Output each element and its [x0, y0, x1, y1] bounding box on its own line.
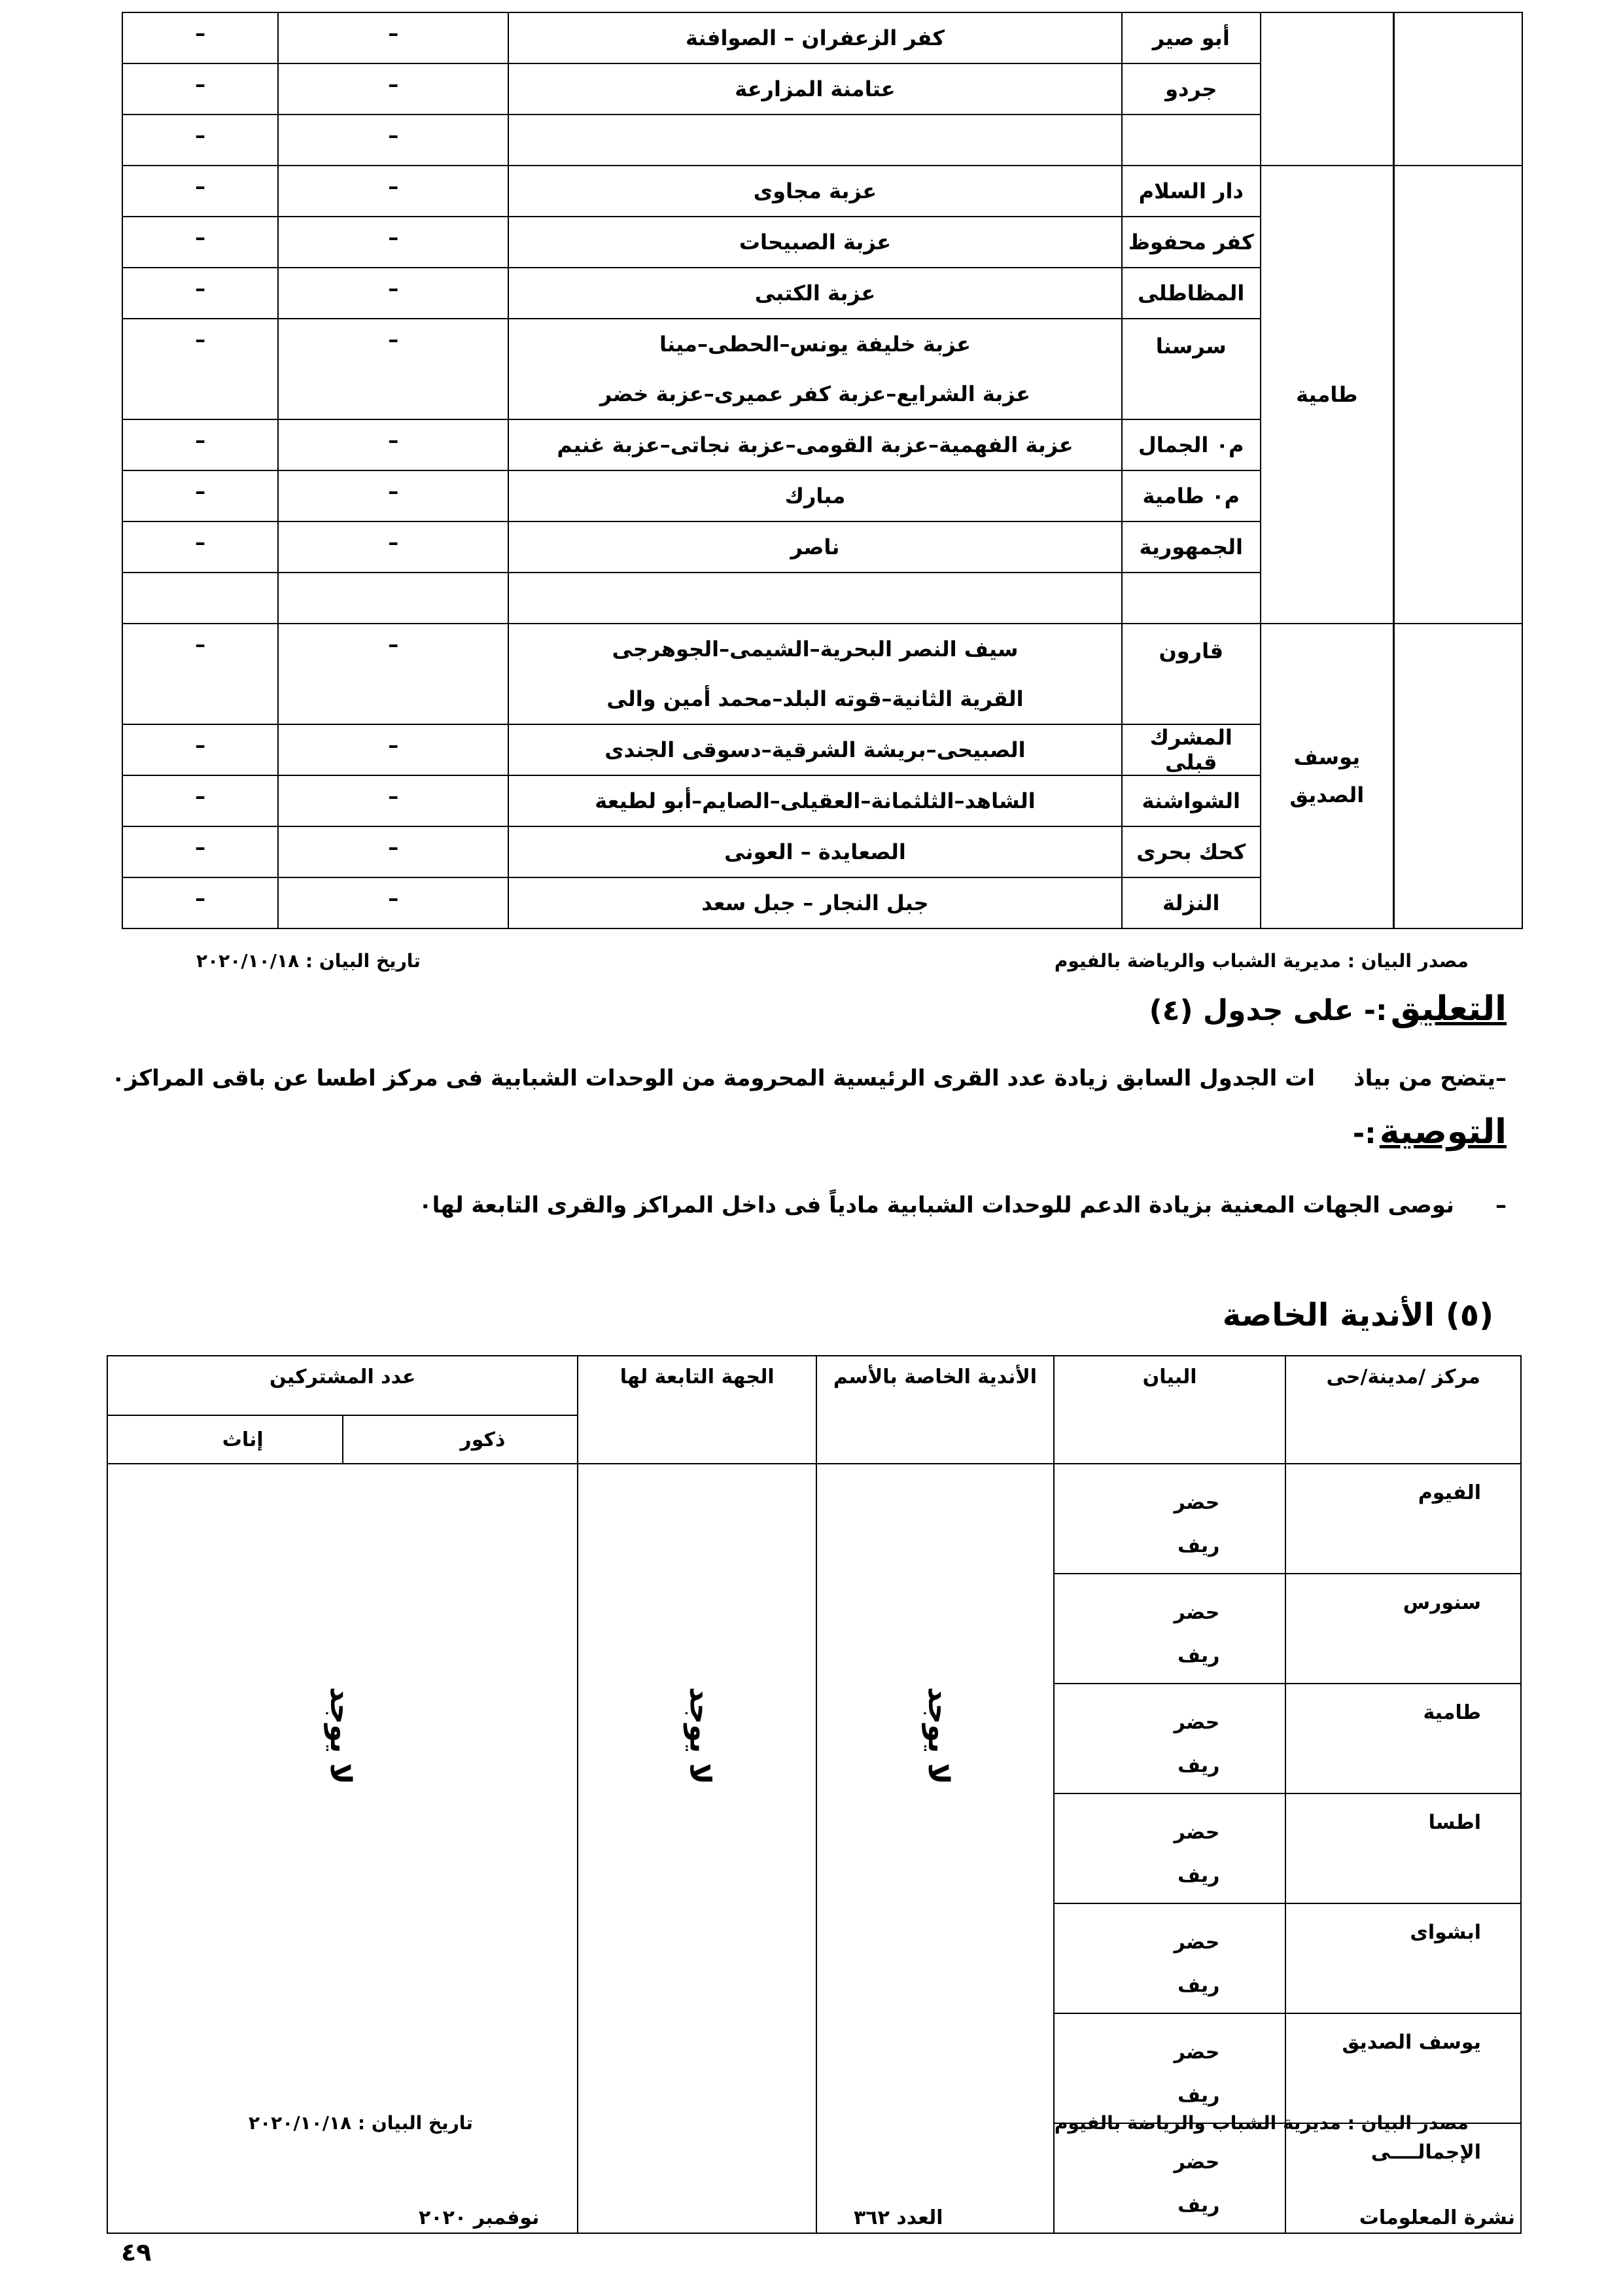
village-line: جبل النجار – جبل سعد — [701, 891, 929, 915]
count-cell — [122, 573, 278, 624]
count-cell: – — [278, 877, 508, 928]
count-cell: – — [278, 217, 508, 268]
center-cell: يوسف الصديق — [1261, 624, 1393, 928]
villages-cell — [508, 419, 1121, 470]
statement-cell — [1054, 1464, 1286, 1574]
villages-table — [122, 12, 1523, 929]
private-clubs-table — [107, 1355, 1522, 2234]
comment-heading-label: التعليق — [1390, 989, 1507, 1029]
comment-heading — [1149, 989, 1507, 1029]
village-line: عتامنة المزارعة — [735, 77, 896, 101]
center-cell: يوسف الصديق — [1285, 2013, 1521, 2123]
count-cell: – — [278, 319, 508, 419]
count-cell: – — [122, 470, 278, 521]
comment-text: –يتضح من بياذ ات الجدول السابق زيادة عدد القرى الرئيسية المحرومة من الوحدات الشبابية فى مركز اطسا عن باقى المراكز٠ — [111, 1065, 1507, 1091]
village-line: كفر الزعفران – الصوافنة — [686, 26, 945, 50]
village-line: عزبة الشرايع–عزبة كفر عميرى–عزبة خضر — [599, 381, 1030, 406]
count-cell: – — [122, 12, 278, 63]
place-cell: المشرك قبلى — [1122, 724, 1261, 775]
rural-label: ريف — [1178, 1754, 1220, 1777]
statement-cell — [1054, 1574, 1286, 1684]
body-none-cell — [578, 1464, 816, 2233]
center-cell: الإجمالــــى — [1285, 2123, 1521, 2233]
center-cell: سنورس — [1285, 1574, 1521, 1684]
villages-cell — [508, 12, 1121, 63]
count-cell: – — [122, 521, 278, 573]
footer-issue: العدد ٣٦٢ — [854, 2206, 943, 2229]
recommendation-heading — [1353, 1112, 1507, 1152]
recommendation-heading-tail: :- — [1352, 1117, 1376, 1150]
footer-month: نوفمبر ٢٠٢٠ — [419, 2206, 540, 2229]
villages-cell — [508, 470, 1121, 521]
spacer-cell — [1393, 624, 1522, 928]
page-number: ٤٩ — [121, 2238, 152, 2267]
table-row — [122, 624, 1522, 724]
villages-cell — [508, 775, 1121, 826]
rural-label: ريف — [1178, 1864, 1220, 1887]
count-cell: – — [122, 826, 278, 877]
count-cell: – — [122, 63, 278, 115]
center-cell: اطسا — [1285, 1793, 1521, 1903]
date-note-2: تاريخ البيان : ٢٠٢٠/١٠/١٨ — [249, 2112, 473, 2134]
count-cell: – — [122, 877, 278, 928]
rural-label: ريف — [1178, 2084, 1220, 2107]
statement-cell — [1054, 1684, 1286, 1793]
place-cell: سرسنا — [1122, 319, 1261, 419]
header-female: إناث — [107, 1415, 343, 1464]
statement-cell — [1054, 2123, 1286, 2233]
source-note-1: مصدر البيان : مديرية الشباب والرياضة بالفيوم — [1054, 950, 1469, 972]
header-members: عدد المشتركين — [107, 1356, 578, 1415]
rural-label: ريف — [1178, 1974, 1220, 1997]
count-cell: – — [278, 115, 508, 166]
statement-cell — [1054, 1793, 1286, 1903]
table-row — [122, 12, 1522, 63]
villages-cell — [508, 319, 1121, 419]
header-center: مركز /مدينة/حى — [1285, 1356, 1521, 1464]
place-cell: م٠ طامية — [1122, 470, 1261, 521]
place-cell — [1122, 573, 1261, 624]
place-cell — [1122, 115, 1261, 166]
count-cell: – — [278, 470, 508, 521]
urban-label: حضر — [1174, 2041, 1220, 2064]
urban-label: حضر — [1174, 1711, 1220, 1734]
source-note-2: مصدر البيان : مديرية الشباب والرياضة بالفيوم — [1054, 2112, 1469, 2134]
count-cell: – — [122, 217, 278, 268]
header-clubs: الأندية الخاصة بالأسم — [816, 1356, 1054, 1464]
villages-cell — [508, 217, 1121, 268]
urban-label: حضر — [1174, 1821, 1220, 1844]
village-line: عزبة الصبيحات — [739, 230, 892, 255]
statement-cell — [1054, 1903, 1286, 2013]
place-cell: الشواشنة — [1122, 775, 1261, 826]
place-cell: جردو — [1122, 63, 1261, 115]
recommendation-text: نوصى الجهات المعنية بزيادة الدعم للوحدات الشبابية مادياً فى داخل المراكز والقرى التابعة لها٠ — [418, 1192, 1454, 1218]
clubs-none-cell — [816, 1464, 1054, 2233]
statement-cell — [1054, 2013, 1286, 2123]
villages-cell — [508, 115, 1121, 166]
place-cell: قارون — [1122, 624, 1261, 724]
urban-label: حضر — [1174, 1601, 1220, 1624]
recommendation-bullet: – — [1495, 1192, 1507, 1218]
village-line: عزبة الفهمية–عزبة القومى–عزبة نجاتى–عزبة غنيم — [557, 433, 1073, 457]
date-note-1: تاريخ البيان : ٢٠٢٠/١٠/١٨ — [196, 950, 421, 972]
villages-cell — [508, 166, 1121, 217]
header-statement: البيان — [1054, 1356, 1286, 1464]
villages-cell — [508, 724, 1121, 775]
villages-cell — [508, 826, 1121, 877]
table-row — [107, 1464, 1521, 1574]
place-cell: كحك بحرى — [1122, 826, 1261, 877]
count-cell: – — [278, 521, 508, 573]
none-marker: لا يوجد — [324, 1687, 357, 1785]
center-cell: طامية — [1285, 1684, 1521, 1793]
urban-label: حضر — [1174, 2151, 1220, 2174]
count-cell: – — [278, 724, 508, 775]
village-line: الصعايدة – العونى — [724, 839, 906, 864]
urban-label: حضر — [1174, 1931, 1220, 1954]
count-cell: – — [122, 419, 278, 470]
section-title: (٥) الأندية الخاصة — [1222, 1297, 1493, 1333]
count-cell: – — [278, 419, 508, 470]
count-cell: – — [122, 115, 278, 166]
village-line: الصبيحى–بريشة الشرقية–دسوقى الجندى — [604, 737, 1026, 762]
villages-cell — [508, 521, 1121, 573]
place-cell: دار السلام — [1122, 166, 1261, 217]
place-cell: كفر محفوظ — [1122, 217, 1261, 268]
footer-publication: نشرة المعلومات — [1359, 2206, 1515, 2229]
count-cell: – — [278, 268, 508, 319]
header-body: الجهة التابعة لها — [578, 1356, 816, 1464]
recommendation-heading-label: التوصية — [1379, 1112, 1507, 1152]
spacer-cell — [1393, 12, 1522, 166]
count-cell: – — [122, 724, 278, 775]
table-row — [122, 166, 1522, 217]
center-cell: ابشواى — [1285, 1903, 1521, 2013]
village-line: مبارك — [784, 484, 846, 508]
center-cell: الفيوم — [1285, 1464, 1521, 1574]
village-line: عزبة مجاوى — [753, 179, 877, 203]
villages-cell — [508, 63, 1121, 115]
none-marker: لا يوجد — [922, 1687, 956, 1785]
count-cell — [278, 573, 508, 624]
count-cell: – — [122, 166, 278, 217]
place-cell: الجمهورية — [1122, 521, 1261, 573]
villages-cell — [508, 268, 1121, 319]
count-cell: – — [278, 63, 508, 115]
count-cell: – — [122, 775, 278, 826]
count-cell: – — [122, 319, 278, 419]
village-line: عزبة خليفة يونس–الحطى–مينا — [659, 332, 971, 357]
count-cell: – — [122, 624, 278, 724]
place-cell: النزلة — [1122, 877, 1261, 928]
place-cell: المظاطلى — [1122, 268, 1261, 319]
header-male: ذكور — [343, 1415, 578, 1464]
spacer-cell — [1393, 166, 1522, 624]
count-cell: – — [278, 775, 508, 826]
place-cell: أبو صير — [1122, 12, 1261, 63]
villages-cell — [508, 624, 1121, 724]
village-line: عزبة الكتبى — [754, 281, 876, 306]
center-cell — [1261, 12, 1393, 166]
villages-cell — [508, 573, 1121, 624]
village-line — [509, 573, 1121, 623]
village-line — [509, 115, 1121, 165]
none-marker: لا يوجد — [683, 1687, 717, 1785]
rural-label: ريف — [1178, 2194, 1220, 2217]
village-line: الشاهد–الثلثمانة–العقيلى–الصايم–أبو لطيعة — [595, 788, 1036, 813]
comment-heading-tail: :- على جدول (٤) — [1149, 994, 1387, 1027]
village-line: ناصر — [790, 535, 840, 559]
count-cell: – — [278, 624, 508, 724]
villages-cell — [508, 877, 1121, 928]
place-cell: م٠ الجمال — [1122, 419, 1261, 470]
rural-label: ريف — [1178, 1534, 1220, 1557]
urban-label: حضر — [1174, 1491, 1220, 1514]
center-cell: طامية — [1261, 166, 1393, 624]
rural-label: ريف — [1178, 1644, 1220, 1667]
village-line: القرية الثانية–قوته البلد–محمد أمين والى — [606, 686, 1024, 711]
count-cell: – — [278, 12, 508, 63]
village-line: سيف النصر البحرية–الشيمى–الجوهرجى — [612, 637, 1019, 662]
count-cell: – — [278, 166, 508, 217]
count-cell: – — [122, 268, 278, 319]
count-cell: – — [278, 826, 508, 877]
